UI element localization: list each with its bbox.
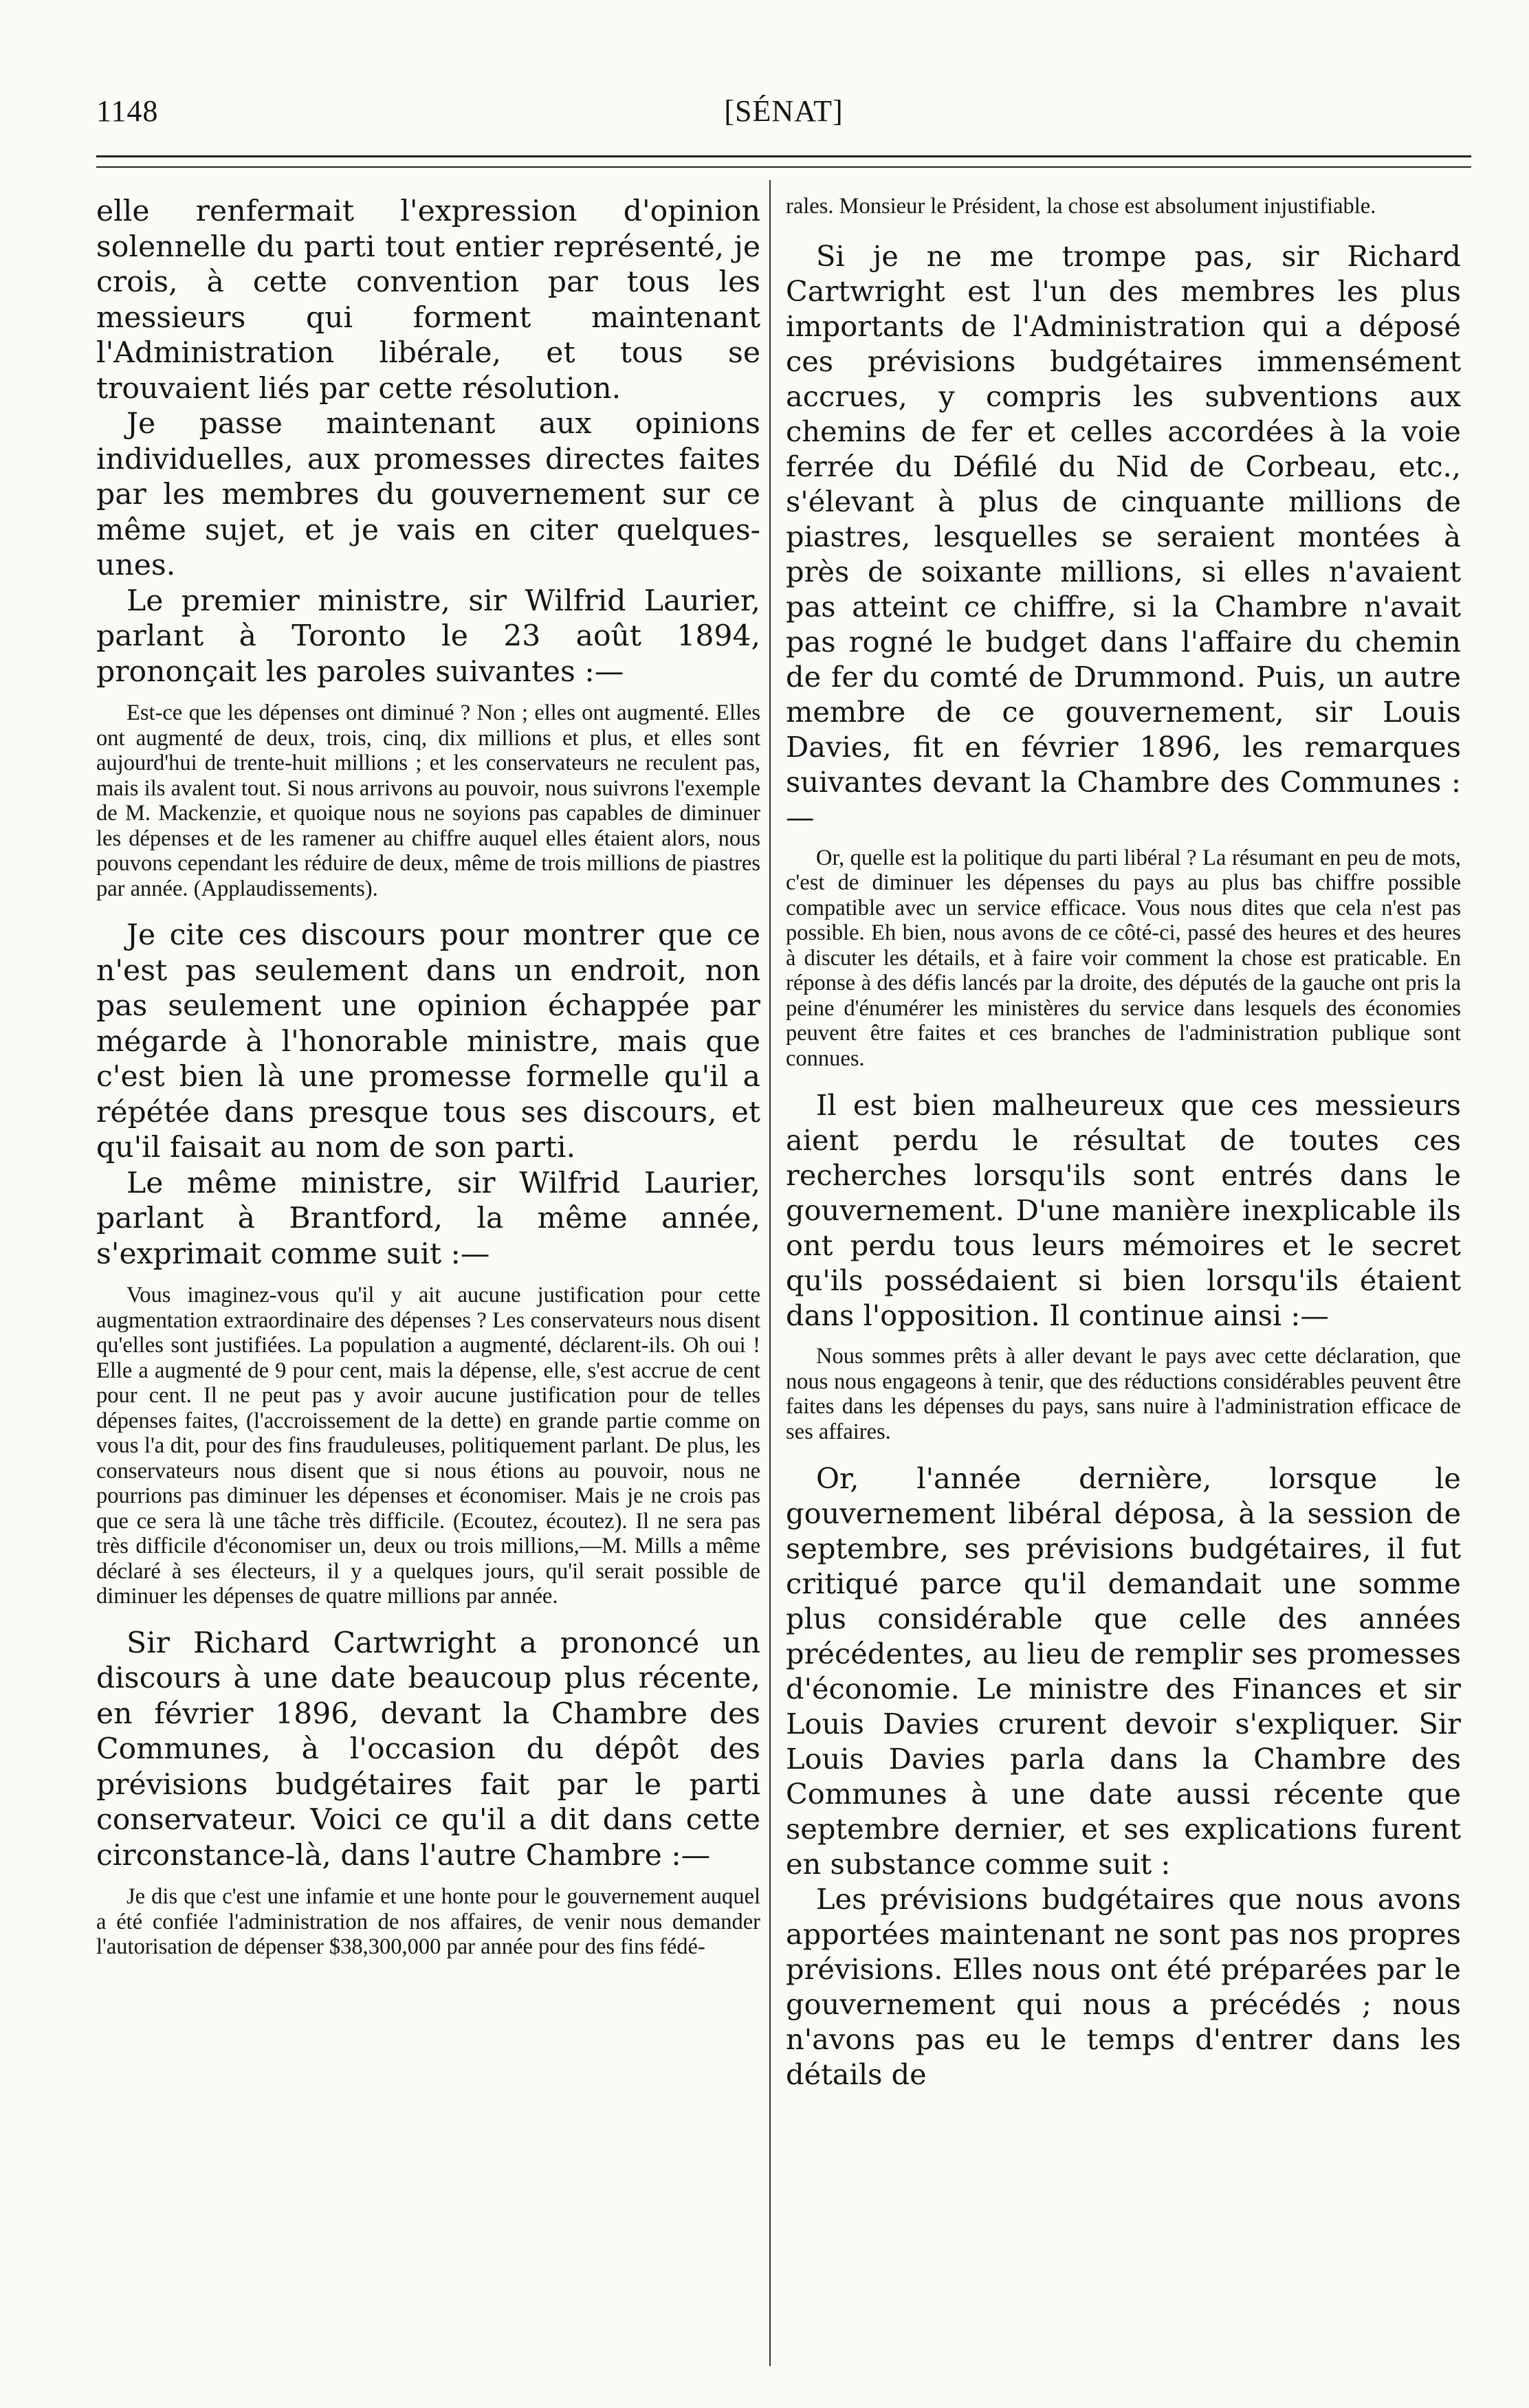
- page-header: [96, 93, 1471, 142]
- quotation: Or, quelle est la politique du parti libéral ? La résumant en peu de mots, c'est de diminuer les dépenses du pays au plus bas chiffre possible compatible avec un service efficace. Vous nous dites que cela n'est pas possible. Eh bien, nous avons de ce côté-ci, passé des heures et des heures à discuter les détails, et à faire voir comment la chose est praticable. En réponse à des défis lancés par la droite, des députés de la gauche ont pris la peine d'énumérer les ministères du service dans lesquels des économies peuvent être faites et ces branches de l'administration publique sont connues.: [786, 845, 1461, 1071]
- paragraph: Or, l'année dernière, lorsque le gouvernement libéral déposa, à la session de septembre, ses prévisions budgétaires, il fut critiqué parce qu'il demandait une somme plus considérable que celle des années précédentes, au lieu de remplir ses promesses d'économie. Le ministre des Finances et sir Louis Davies crurent devoir s'expliquer. Sir Louis Davies parla dans la Chambre des Communes à une date aussi récente que septembre dernier, et ses explications furent en substance comme suit :: [786, 1461, 1461, 1881]
- paragraph: Le même ministre, sir Wilfrid Laurier, parlant à Brantford, la même année, s'exprimait comme suit :—: [96, 1166, 760, 1271]
- paragraph: elle renfermait l'expression d'opinion solennelle du parti tout entier représenté, je crois, à cette convention par tous les messieurs qui forment maintenant l'Administration libérale, et tous se trouvaient liés par cette résolution.: [96, 195, 760, 406]
- paragraph: Sir Richard Cartwright a prononcé un discours à une date beaucoup plus récente, en février 1896, devant la Chambre des Communes, à l'occasion du dépôt des prévisions budgétaires fait par le parti conservateur. Voici ce qu'il a dit dans cette circonstance-là, dans l'autre Chambre :—: [96, 1626, 760, 1873]
- quotation: Vous imaginez-vous qu'il y ait aucune justification pour cette augmentation extraordinaire des dépenses ? Les conservateurs nous disent qu'elles sont justifiées. La population a augmenté, déclarent-ils. Oh oui ! Elle a augmenté de 9 pour cent, mais la dépense, elle, s'est accrue de cent pour cent. Il ne peut pas y avoir aucune justification pour de telles dépenses faites, (l'accroissement de la dette) en grande partie comme on vous l'a dit, pour des fins frauduleuses, politiquement parlant. De plus, les conservateurs nous disent que si nous étions au pouvoir, nous ne pourrions pas diminuer les dépenses et économiser. Mais je ne crois pas que ce sera là une tâche très difficile. (Ecoutez, écoutez). Il ne sera pas très difficile d'économiser un, deux ou trois millions,—M. Mills a même déclaré à ses électeurs, il y a quelques jours, qu'il serait possible de diminuer les dépenses de quatre millions par année.: [96, 1283, 760, 1609]
- header-rule-top: [96, 155, 1471, 157]
- paragraph: Il est bien malheureux que ces messieurs aient perdu le résultat de toutes ces recherches lorsqu'ils sont entrés dans le gouvernement. D'une manière inexplicable ils ont perdu tous leurs mémoires et le secret qu'ils possédaient si bien lorsqu'ils étaient dans l'opposition. Il continue ainsi :—: [786, 1088, 1461, 1332]
- right-column: [786, 194, 1461, 2366]
- paragraph: Le premier ministre, sir Wilfrid Laurier, parlant à Toronto le 23 août 1894, prononçait les paroles suivantes :—: [96, 584, 760, 689]
- quotation: Est-ce que les dépenses ont diminué ? Non ; elles ont augmenté. Elles ont augmenté de deux, trois, cinq, dix millions et plus, et elles sont aujourd'hui de trente-huit millions ; et les conservateurs ne reculent pas, mais ils avalent tout. Si nous arrivons au pouvoir, nous suivrons l'exemple de M. Mackenzie, et quoique nous ne soyions pas capables de diminuer les dépenses et de les ramener au chiffre auquel elles étaient alors, nous pouvons cependant les réduire de deux, même de trois millions de piastres par année. (Applaudissements).: [96, 700, 760, 901]
- paragraph: Je passe maintenant aux opinions individuelles, aux promesses directes faites par les membres du gouvernement sur ce même sujet, et je vais en citer quelques-unes.: [96, 407, 760, 582]
- page-number: 1148: [96, 94, 159, 128]
- left-column: [96, 194, 760, 2366]
- paragraph: Les prévisions budgétaires que nous avons apportées maintenant ne sont pas nos propres prévisions. Elles nous ont été préparées par le gouvernement qui nous a précédés ; nous n'avons pas eu le temps d'entrer dans les détails de: [786, 1882, 1461, 2091]
- column-divider: [769, 180, 771, 2366]
- header-rule-bottom: [96, 166, 1471, 168]
- running-head: [SÉNAT]: [724, 94, 844, 128]
- paragraph: Je cite ces discours pour montrer que ce n'est pas seulement dans un endroit, non pas seulement une opinion échappée par mégarde à l'honorable ministre, mais que c'est bien là une promesse formelle qu'il a répétée dans presque tous ses discours, et qu'il faisait au nom de son parti.: [96, 918, 760, 1164]
- quotation: Nous sommes prêts à aller devant le pays avec cette déclaration, que nous nous engageons à tenir, que des réductions considérables peuvent être faites dans les dépenses du pays, sans nuire à l'administration efficace de ses affaires.: [786, 1344, 1461, 1444]
- quotation: Je dis que c'est une infamie et une honte pour le gouvernement auquel a été confiée l'administration de nos affaires, de venir nous demander l'autorisation de dépenser $38,300,000 par année pour des fins fédé-: [96, 1884, 760, 1959]
- quotation-continued: rales. Monsieur le Président, la chose est absolument injustifiable.: [786, 194, 1376, 219]
- paragraph: Si je ne me trompe pas, sir Richard Cartwright est l'un des membres les plus importants de l'Administration qui a déposé ces prévisions budgétaires immensément accrues, y compris les subventions aux chemins de fer et celles accordées à la voie ferrée du Défilé du Nid de Corbeau, etc., s'élevant à plus de cinquante millions de piastres, lesquelles se seraient montées à près de soixante millions, si elles n'avaient pas atteint ce chiffre, si la Chambre n'avait pas rogné le budget dans l'affaire du chemin de fer du comté de Drummond. Puis, un autre membre de ce gouvernement, sir Louis Davies, fit en février 1896, les remarques suivantes devant la Chambre des Communes :—: [786, 239, 1461, 834]
